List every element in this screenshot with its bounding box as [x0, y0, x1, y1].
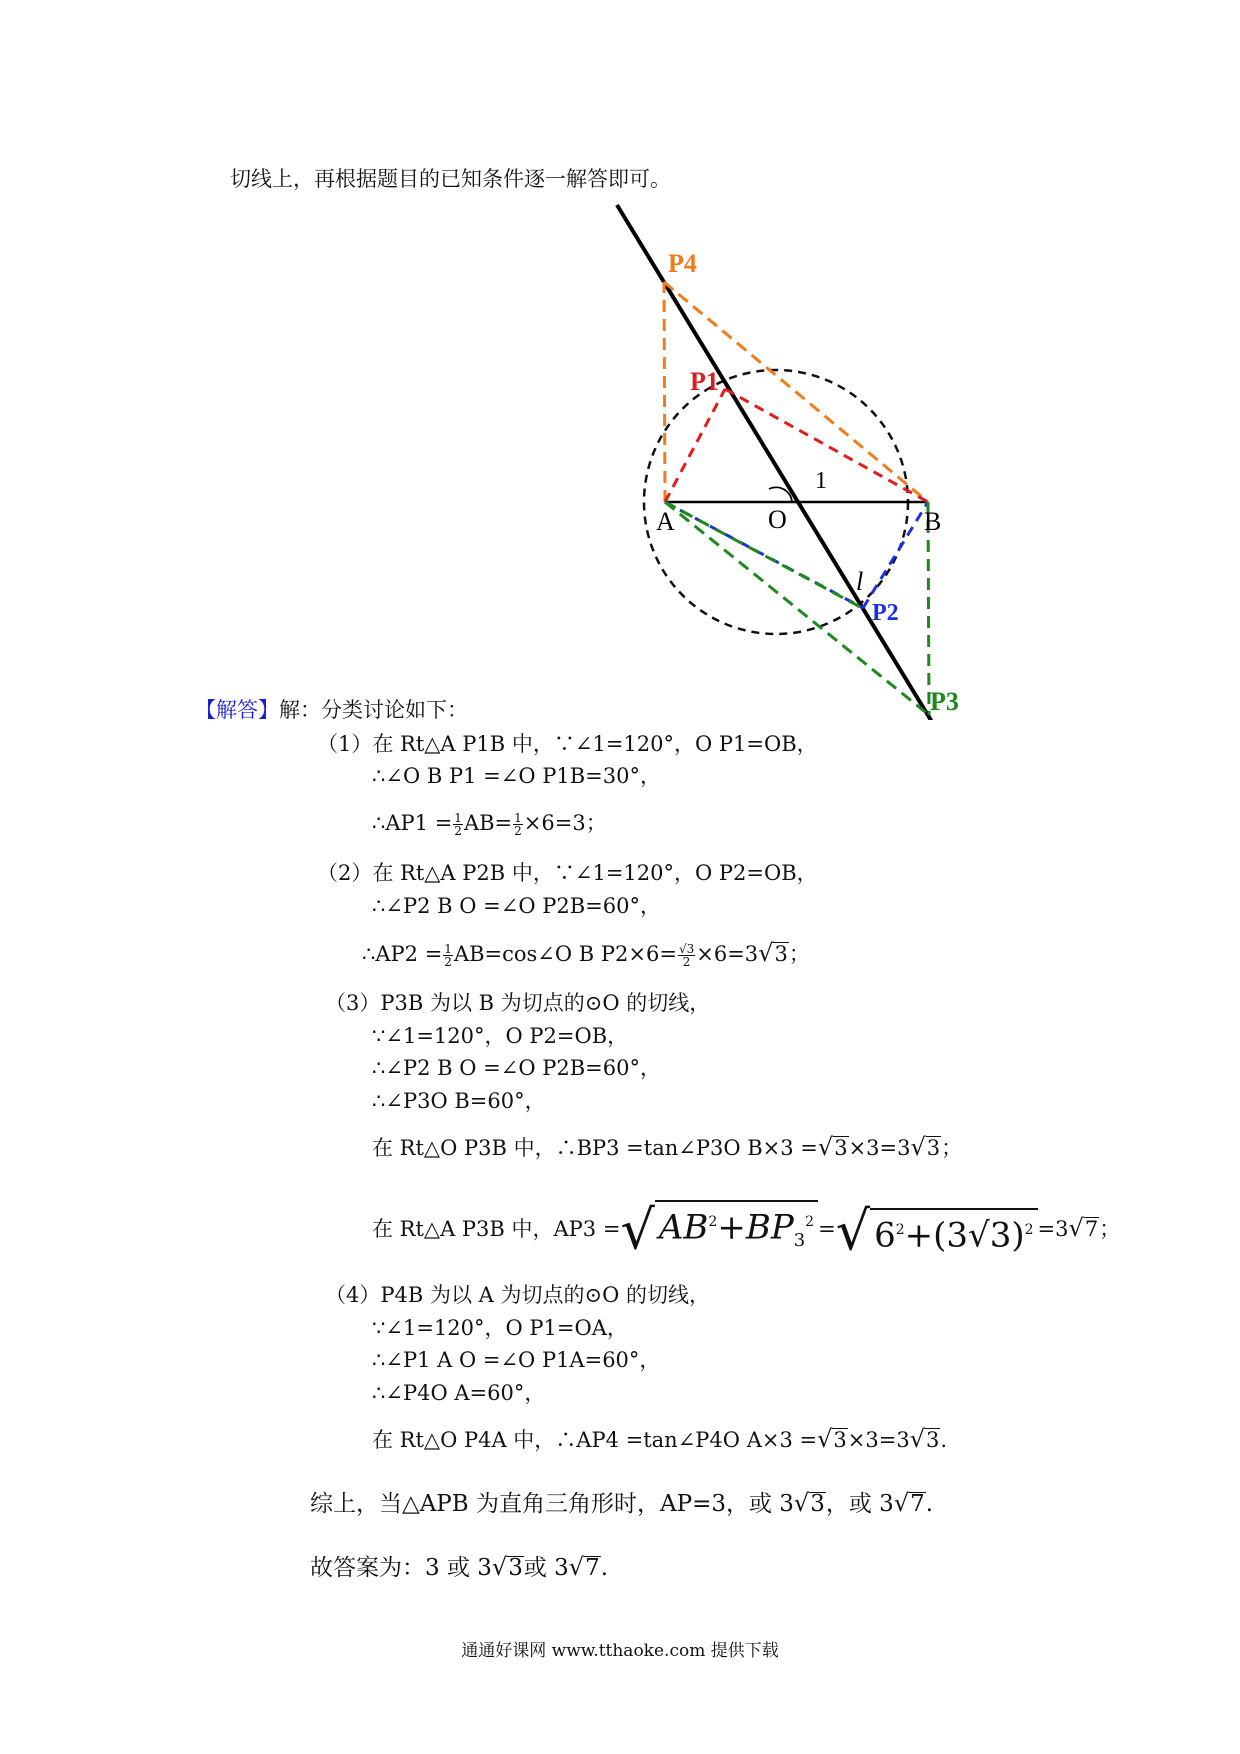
case1-line1: （1）在 Rt△A P1B 中，∵∠1=120°，O P1=OB， [317, 732, 818, 756]
half-fraction: $\frac{1}{2}$ [454, 811, 462, 838]
radical-ab-bp3: √ $AB^2+BP_3^2$ [620, 1200, 818, 1261]
case4-l5e: . [940, 1428, 948, 1452]
answer-heading [195, 697, 468, 723]
line-l [617, 205, 954, 720]
case2-l3b: AB=cos∠O B P2×6= [453, 942, 677, 966]
case2-l3d: 3 [774, 942, 788, 966]
case2-line1: （2）在 Rt△A P2B 中，∵∠1=120°，O P2=OB， [317, 861, 818, 885]
case3-line1: （3）P3B 为以 B 为切点的⊙O 的切线， [325, 991, 711, 1015]
footer: 通通好课网 www.tthaoke.com 提供下载 [461, 1641, 779, 1661]
answer-tag: 【解答】 [195, 698, 279, 722]
final-c: 或 3 [523, 1555, 569, 1581]
summary-a: 综上，当△APB 为直角三角形时，AP=3，或 3 [310, 1491, 794, 1517]
summary-d: 7 [910, 1491, 925, 1517]
label-b: B [924, 507, 942, 536]
label-line-l: l [856, 567, 864, 596]
case4-l5b: 3 [833, 1428, 847, 1452]
case3-line4: ∴∠P3O B=60°， [372, 1089, 546, 1113]
case3-l6a: 在 Rt△A P3B 中，AP3 = [372, 1217, 621, 1242]
answer-intro: 解：分类讨论如下： [279, 698, 468, 722]
case4-line3: ∴∠P1 A O =∠O P1A=60°， [372, 1348, 661, 1372]
case3-l5b: 3 [834, 1136, 848, 1160]
case2-l3a: ∴AP2 = [362, 942, 443, 966]
case3-l6d: 7 [1084, 1217, 1099, 1242]
final-answer-line: 故答案为：3 或 3√3或 3√7. [310, 1553, 609, 1581]
intro-line: 切线上，再根据题目的已知条件逐一解答即可。 [230, 167, 671, 191]
summary-b: 3 [810, 1491, 825, 1517]
case4-line4: ∴∠P4O A=60°， [372, 1381, 546, 1405]
case2-line2: ∴∠P2 B O =∠O P2B=60°， [372, 894, 661, 918]
case1-l3a: ∴AP1 = [372, 811, 453, 835]
final-a: 故答案为：3 或 3 [310, 1555, 492, 1581]
summary-line: 综上，当△APB 为直角三角形时，AP=3，或 3√3，或 3√7. [310, 1489, 934, 1517]
case3-l6b: = [818, 1217, 836, 1242]
final-d: 7 [585, 1555, 600, 1581]
label-p4: P4 [668, 249, 697, 278]
case3-l5a: 在 Rt△O P3B 中，∴BP3 =tan∠P3O B×3 = [372, 1136, 818, 1160]
case4-l5d: 3 [925, 1428, 940, 1452]
case4-line1: （4）P4B 为以 A 为切点的⊙O 的切线， [325, 1283, 710, 1307]
summary-c: ，或 3 [825, 1491, 894, 1517]
label-p3: P3 [930, 687, 959, 716]
case4-l5c: ×3=3 [847, 1428, 910, 1452]
case3-line6: 在 Rt△A P3B 中，AP3 =√ $AB^2+BP_3^2$ =√ $6^2+(3√3)^2 =3√7$； [372, 1198, 1121, 1263]
case4-line5: 在 Rt△O P4A 中，∴AP4 =tan∠P4O A×3 =√3×3=3√3. [372, 1425, 948, 1453]
case4-line2: ∵∠1=120°，O P1=OA， [372, 1316, 628, 1340]
case3-l6e: ； [1099, 1217, 1121, 1242]
case2-l3e: ； [788, 942, 810, 966]
label-p1: P1 [690, 367, 719, 396]
summary-e: . [925, 1491, 934, 1517]
case2-line3: ∴AP2 = $\frac{1}{2}$ AB=cos∠O B P2×6= $\frac{√3}{2}$ ×6=3√3； [362, 939, 810, 969]
case3-line5: 在 Rt△O P3B 中，∴BP3 =tan∠P3O B×3 =√3×3=3√3； [372, 1133, 963, 1161]
p2-triangle [665, 502, 928, 608]
case1-l3b: AB= [463, 811, 513, 835]
case3-l5c: ×3=3 [848, 1136, 911, 1160]
p1-triangle [665, 389, 928, 502]
case3-l6c: =3 [1037, 1217, 1069, 1242]
label-angle-one: 1 [815, 468, 827, 494]
case3-line3: ∴∠P2 B O =∠O P2B=60°， [372, 1056, 661, 1080]
case3-l5d: 3 [926, 1136, 941, 1160]
label-a: A [656, 507, 675, 536]
case3-line2: ∵∠1=120°，O P2=OB， [372, 1024, 629, 1048]
label-p2: P2 [872, 600, 899, 626]
half-fraction: $\frac{1}{2}$ [514, 811, 522, 838]
radical-6-3root3: √ $6^2+(3√3)^2$ [836, 1202, 1038, 1259]
geometry-figure [0, 0, 1240, 720]
case4-l5a: 在 Rt△O P4A 中，∴AP4 =tan∠P4O A×3 = [372, 1428, 818, 1452]
label-o: O [768, 505, 787, 534]
final-b: 3 [508, 1555, 523, 1581]
case1-line2: ∴∠O B P1 =∠O P1B=30°， [372, 764, 661, 788]
root3-over-2-fraction: $\frac{√3}{2}$ [678, 942, 695, 969]
half-fraction: $\frac{1}{2}$ [444, 942, 452, 969]
final-e: . [600, 1555, 609, 1581]
case2-l3c: ×6=3 [696, 942, 759, 966]
case1-l3c: ×6=3； [523, 811, 607, 835]
case3-l5e: ； [941, 1136, 963, 1160]
case1-line3 [372, 810, 607, 837]
